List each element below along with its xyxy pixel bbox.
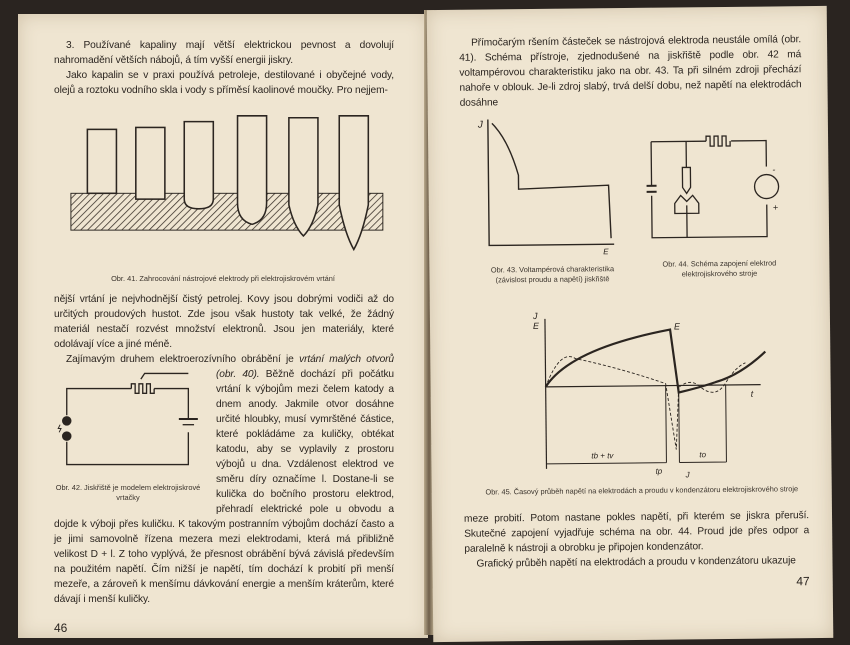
current-label: J [685, 470, 690, 480]
spark-gap-electrode [62, 431, 72, 441]
plus-label: + [772, 202, 779, 213]
figure-43-caption: Obr. 43. Voltampérová charakteristika (závislost proudu a napětí) jiskřiště [490, 264, 615, 285]
tool-electrode [682, 167, 690, 193]
page-number: 46 [54, 621, 68, 635]
figure-42-block [48, 371, 208, 511]
figure-44-circuit [646, 124, 787, 250]
voltage-curve [545, 329, 766, 394]
electrode [184, 122, 213, 209]
paragraph: nější vrtání je nejvhodnější čistý petrolej. Kovy jsou dobrými vodiči až do určitých proudových hustot. Zde jsou však hustoty tak velké, že žádný materiál nestačí rozvést množství elektronů. Jsou jen materiály, které odolávají více a jiné méně. [54, 294, 394, 350]
electrode [136, 127, 165, 199]
workpiece [71, 193, 383, 230]
spark-icon [58, 425, 61, 433]
electrode [238, 116, 267, 225]
figure-42-caption: Obr. 42. Jiskřiště je modelem elektrojiskrové vrtačky [55, 483, 201, 502]
axis-label-j: J [477, 119, 483, 131]
page-number: 47 [796, 574, 810, 589]
axis-label-j: J [532, 310, 538, 322]
figure-42-circuit [56, 381, 201, 476]
interval-label: tp [655, 466, 663, 476]
figure-43-vi-characteristic [478, 118, 619, 259]
paragraph: meze probití. Potom nastane pokles napětí, při kterém se jiskra přeruší. Skutečné zapojení vyjadřuje schéma na obr. 44. Proud jde přes odpor a paralelně k nástroji a obrobku je připojen kondenzátor. [463, 510, 810, 555]
right-bottom-text [464, 508, 810, 593]
interval-label: to [699, 450, 707, 460]
paragraph: Zajímavým druhem elektroerozívního obrábění je vrtání malých otvorů (obr. 40). Obr. 42. Jiskřiště je modelem elektrojiskrové vrtačky Běžně dochází při počátku vrtání k výbojům mezi čelem katody a dnem anody. Jakmile otvor dosáhne určité hloubky, musí vymrštěné částice, které pokládáme za kuličky, obtékat katodu, aby se vyplavily z prostoru výbojů u dna. Vzdálenost elektrod ve směru díry označíme l. Dostane-li se kulička do bočního prostoru elektrod, přehradí elektrické pole u obvodu a dojde k výboji přes kuličku. K takovým postranním výbojům dochází často a je jimi samovolně řízena mezera mezi elektrodami, která má přibližně velikost D + l. Z toho vyplývá, že přesnost obrábění bývá závislá především na použitém napětí. Čím nižší je napětí, tím dochází k probití při menší mezeře, a zároveň k menšímu dávkování energie a menším kráterům, které dávají i menší kuličky. [54, 352, 394, 607]
left-body-text [54, 292, 394, 636]
axis-label-e: E [603, 247, 609, 257]
figure-45-caption: Obr. 45. Časový průběh napětí na elektrodách a proudu v kondenzátoru elektrojiskrového stroje [485, 484, 799, 497]
electrode [289, 118, 318, 236]
current-curve [545, 355, 746, 451]
axis-label-t: t [750, 388, 754, 399]
paragraph: Jako kapalin se v praxi používá petroleje, destilované i obyčejné vody, olejů a roztoku vodního skla i vody s příměsí kaolinové moučky. Pro nejjem- [54, 70, 394, 96]
figure-44-caption: Obr. 44. Schéma zapojení elektrod elektrojiskrového stroje [662, 258, 777, 279]
generator [754, 174, 778, 198]
electrode [87, 129, 116, 193]
peak-label-e: E [673, 321, 681, 332]
left-top-text [54, 38, 394, 98]
right-top-text [459, 32, 802, 111]
spark-gap-electrode [62, 416, 72, 426]
paragraph: 3. Používané kapaliny mají větší elektrickou pevnost a dovolují nahromadění větších nábojů, á tím vyšší energii jiskry. [54, 40, 394, 66]
resistor [706, 136, 730, 146]
figure-41-electrodes [58, 110, 388, 265]
minus-label: - [772, 164, 776, 175]
right-page [427, 6, 834, 642]
left-page [18, 14, 428, 638]
axis-label-e: E [532, 320, 540, 332]
figure-41-caption: Obr. 41. Zahrocování nástrojové elektrody při elektrojiskrovém vrtání [111, 274, 335, 283]
interval-label: tb + tv [591, 451, 614, 461]
paragraph: Grafický průběh napětí na elektrodách a proudu v kondenzátoru ukazuje [476, 555, 796, 570]
figure-45-time-plot [500, 306, 782, 484]
paragraph: Přímočarým ršením částeček se nástrojová elektroda neustále omílá (obr. 41). Schéma přístroje, zjednodušené na jiskřiště podle obr. 42 má voltampérovou charakteristiku jako na obr. 43. Ta při silném zdroji přechází nahoře v oblouk. Je-li zdroj slabý, trvá delší dobu, než napětí na elektrodách dosáhne [459, 34, 802, 109]
resistor [131, 384, 154, 394]
